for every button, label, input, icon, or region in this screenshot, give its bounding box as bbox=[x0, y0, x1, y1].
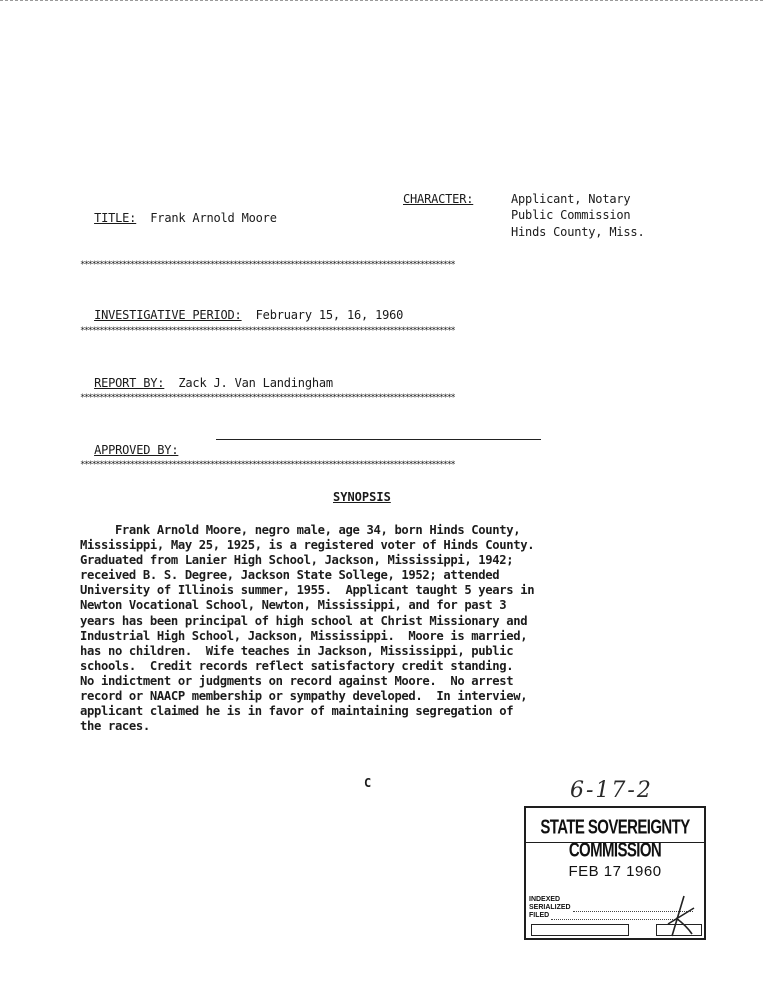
character-line-3: Hinds County, Miss. bbox=[511, 225, 645, 239]
stamp-divider bbox=[526, 842, 704, 843]
synopsis-line: Industrial High School, Jackson, Mississippi. Moore is married, bbox=[80, 628, 528, 643]
separator-2: ************************************************************************************************** bbox=[80, 326, 455, 336]
initials-scribble-icon bbox=[654, 894, 704, 938]
stamp-row-label: INDEXED bbox=[529, 896, 561, 903]
investigative-period-label: INVESTIGATIVE PERIOD: bbox=[94, 308, 242, 322]
stamp-title: STATE SOVEREIGNTY COMMISSION bbox=[540, 816, 690, 862]
approved-by-label: APPROVED BY: bbox=[94, 443, 179, 457]
synopsis-line: University of Illinois summer, 1955. Applicant taught 5 years in bbox=[80, 583, 535, 598]
title-value: Frank Arnold Moore bbox=[150, 211, 277, 225]
page-top-border bbox=[0, 0, 763, 1]
stamp-row-label: FILED bbox=[529, 912, 550, 919]
synopsis-line: Newton Vocational School, Newton, Mississippi, and for past 3 bbox=[80, 598, 507, 613]
stamp-date: FEB 17 1960 bbox=[568, 863, 662, 880]
synopsis-paragraph bbox=[80, 523, 680, 734]
character-label: CHARACTER: bbox=[403, 192, 474, 206]
separator-1: ************************************************************************************************** bbox=[80, 260, 455, 270]
commission-stamp bbox=[524, 806, 706, 940]
synopsis-line: Frank Arnold Moore, negro male, age 34, born Hinds County, bbox=[80, 523, 521, 537]
synopsis-line: schools. Credit records reflect satisfactory credit standing. bbox=[80, 658, 514, 673]
title-field bbox=[80, 196, 277, 226]
report-by-label: REPORT BY: bbox=[94, 376, 165, 390]
approved-by-signature-line bbox=[216, 439, 541, 440]
handwritten-file-number: 6-17-2 bbox=[570, 778, 653, 803]
separator-4: ************************************************************************************************** bbox=[80, 460, 455, 470]
synopsis-line: has no children. Wife teaches in Jackson, Mississippi, public bbox=[80, 643, 514, 658]
synopsis-line: record or NAACP membership or sympathy developed. In interview, bbox=[80, 689, 528, 704]
synopsis-line: years has been principal of high school at Christ Missionary and bbox=[80, 613, 528, 628]
page-mark: C bbox=[364, 776, 372, 790]
investigative-period-value: February 15, 16, 1960 bbox=[255, 308, 404, 322]
stamp-row-label: SERIALIZED bbox=[529, 904, 571, 911]
character-line-2: Public Commission bbox=[511, 208, 631, 222]
synopsis-heading: SYNOPSIS bbox=[333, 490, 391, 504]
synopsis-line: No indictment or judgments on record against Moore. No arrest bbox=[80, 673, 514, 688]
approved-by-field bbox=[80, 428, 178, 458]
synopsis-line: applicant claimed he is in favor of maintaining segregation of bbox=[80, 704, 514, 719]
synopsis-line: the races. bbox=[80, 719, 150, 734]
synopsis-line: received B. S. Degree, Jackson State Sollege, 1952; attended bbox=[80, 568, 500, 583]
stamp-box-left bbox=[531, 924, 629, 936]
report-by-field bbox=[80, 361, 333, 391]
character-line-1: Applicant, Notary bbox=[511, 192, 631, 206]
stamp-row-indexed bbox=[529, 896, 560, 904]
synopsis-line: Graduated from Lanier High School, Jackson, Mississippi, 1942; bbox=[80, 553, 514, 568]
separator-3: ************************************************************************************************** bbox=[80, 393, 455, 403]
report-by-value: Zack J. Van Landingham bbox=[178, 376, 333, 390]
investigative-period-field bbox=[80, 293, 403, 323]
title-label: TITLE: bbox=[94, 211, 137, 225]
synopsis-line: Mississippi, May 25, 1925, is a registered voter of Hinds County. bbox=[80, 538, 535, 553]
